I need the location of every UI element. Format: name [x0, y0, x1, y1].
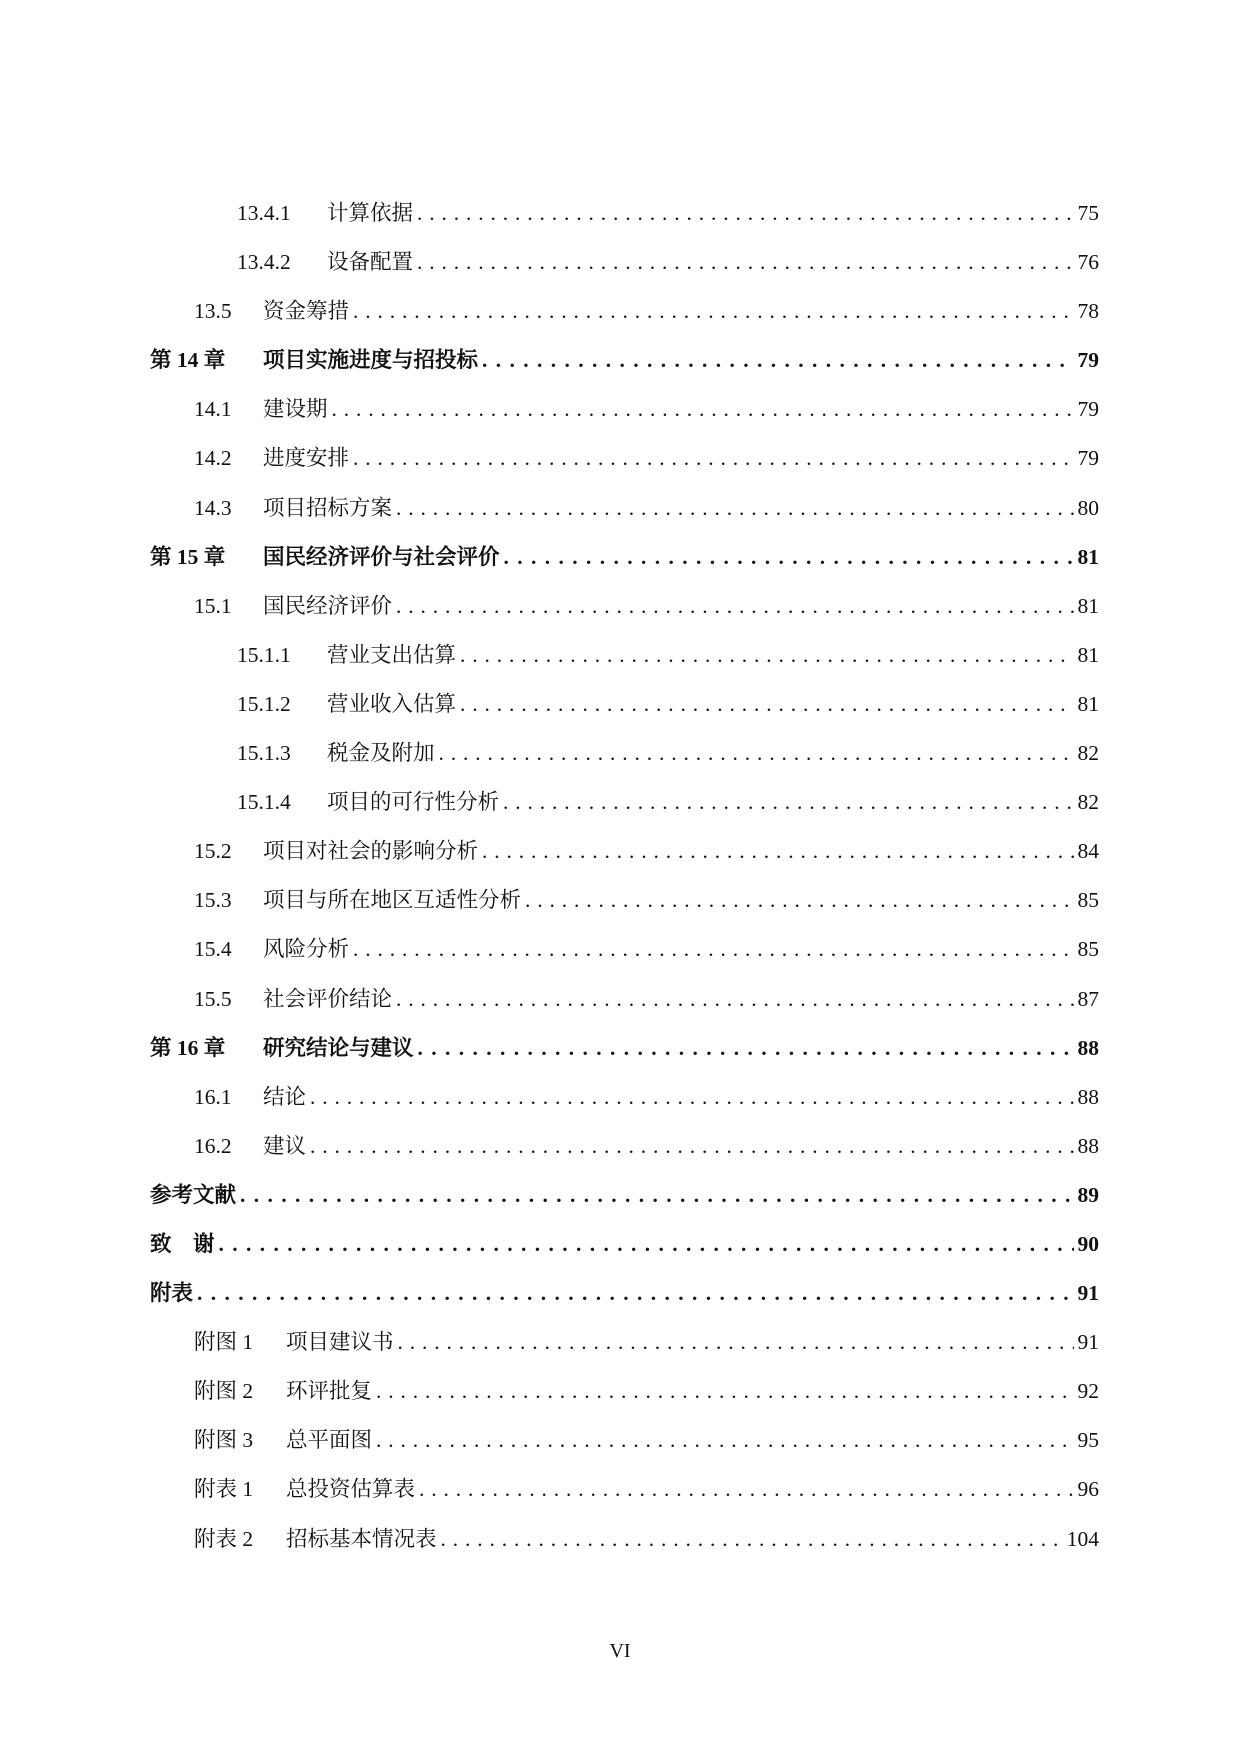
dot-leader: [441, 1527, 1063, 1552]
dot-leader: [240, 1183, 1073, 1208]
toc-entry-number: 附图 1: [194, 1330, 254, 1355]
toc-entry-title: 总投资估算表: [286, 1477, 416, 1502]
toc-entry-page: 88: [1077, 1084, 1099, 1109]
toc-entry-title: 计算依据: [327, 201, 414, 225]
toc-entry-number: 15.1.1: [237, 642, 291, 667]
toc-entry-title: 项目招标方案: [263, 495, 393, 520]
toc-entry-number: 第 16 章: [150, 1035, 226, 1060]
toc-entry[interactable]: [150, 883, 1099, 932]
toc-entry-number: 附图 3: [194, 1428, 254, 1453]
toc-entry-number: 16.2: [194, 1133, 232, 1158]
toc-entry-title: 建议: [263, 1133, 307, 1158]
toc-entry-title: 致 谢: [150, 1231, 215, 1256]
dot-leader: [503, 790, 1073, 815]
toc-entry-number: 15.1.2: [237, 691, 291, 716]
toc-entry[interactable]: [150, 1522, 1099, 1571]
dot-leader: [439, 741, 1074, 766]
toc-entry-title: 设备配置: [327, 250, 414, 275]
toc-entry-page: 81: [1077, 691, 1099, 716]
toc-entry-title: 环评批复: [286, 1379, 373, 1404]
toc-entry[interactable]: [150, 785, 1099, 834]
dot-leader: [197, 1281, 1073, 1306]
toc-entry-number: 13.4.1: [237, 201, 291, 225]
toc-entry-page: 82: [1077, 790, 1099, 815]
toc-entry-page: 92: [1077, 1379, 1099, 1404]
toc-entry-number: 第 14 章: [150, 348, 226, 373]
dot-leader: [482, 348, 1073, 373]
toc-entry-number: 14.3: [194, 495, 232, 520]
toc-entry[interactable]: [150, 589, 1099, 638]
toc-entry-title: 资金筹措: [263, 299, 350, 324]
dot-leader: [396, 594, 1073, 619]
toc-entry-number: 15.5: [194, 986, 232, 1011]
toc-entry-title: 税金及附加: [327, 741, 435, 766]
toc-entry-title: 参考文献: [150, 1182, 237, 1207]
toc-entry-page: 82: [1077, 741, 1099, 766]
toc-entry[interactable]: [150, 638, 1099, 687]
toc-entry[interactable]: [150, 1276, 1099, 1325]
toc-entry[interactable]: [150, 1129, 1099, 1178]
dot-leader: [376, 1379, 1073, 1404]
toc-entry-title: 招标基本情况表: [286, 1526, 437, 1551]
dot-leader: [376, 1428, 1073, 1453]
toc-entry[interactable]: [150, 1031, 1099, 1080]
toc-entry-title: 项目对社会的影响分析: [263, 839, 479, 864]
toc-entry-title: 附表: [150, 1281, 194, 1306]
toc-entry[interactable]: [150, 1423, 1099, 1472]
dot-leader: [419, 1477, 1073, 1502]
toc-entry[interactable]: [150, 294, 1099, 343]
dot-leader: [482, 839, 1073, 864]
dot-leader: [460, 643, 1073, 668]
toc-entry-title: 营业支出估算: [327, 642, 457, 667]
dot-leader: [353, 299, 1073, 324]
toc-entry-page: 104: [1066, 1526, 1099, 1551]
toc-entry-number: 15.4: [194, 937, 232, 962]
toc-entry-title: 营业收入估算: [327, 691, 457, 716]
toc-entry-number: 附表 2: [194, 1526, 254, 1551]
toc-entry-page: 85: [1077, 888, 1099, 913]
toc-entry-page: 78: [1077, 299, 1099, 324]
toc-entry[interactable]: [150, 441, 1099, 490]
toc-entry-page: 88: [1077, 1133, 1099, 1158]
toc-entry[interactable]: [150, 540, 1099, 589]
toc-entry-page: 85: [1077, 937, 1099, 962]
dot-leader: [417, 250, 1073, 275]
toc-entry-number: 14.1: [194, 397, 232, 422]
toc-entry-number: 第 15 章: [150, 544, 226, 569]
toc-entry-number: 13.5: [194, 299, 232, 324]
toc-entry-page: 81: [1077, 544, 1099, 569]
toc-entry[interactable]: [150, 491, 1099, 540]
toc-entry-page: 87: [1077, 986, 1099, 1011]
toc-entry-page: 84: [1077, 839, 1099, 864]
toc-entry-number: 16.1: [194, 1084, 232, 1109]
toc-entry-page: 79: [1077, 446, 1099, 471]
dot-leader: [353, 446, 1073, 471]
dot-leader: [460, 692, 1073, 717]
toc-entry-page: 75: [1077, 201, 1099, 225]
toc-entry[interactable]: [150, 1472, 1099, 1521]
toc-entry-title: 社会评价结论: [263, 986, 393, 1011]
dot-leader: [332, 397, 1074, 422]
toc-entry[interactable]: [150, 736, 1099, 785]
dot-leader: [504, 545, 1074, 570]
toc-entry-number: 14.2: [194, 446, 232, 471]
dot-leader: [396, 496, 1073, 521]
dot-leader: [310, 1085, 1073, 1110]
toc-entry-number: 附表 1: [194, 1477, 254, 1502]
toc-entry-title: 国民经济评价: [263, 593, 393, 618]
toc-entry-page: 95: [1077, 1428, 1099, 1453]
toc-entry-page: 91: [1077, 1281, 1099, 1306]
toc-entry-title: 项目建议书: [286, 1330, 394, 1355]
toc-entry-title: 建设期: [263, 397, 328, 422]
toc-entry-title: 风险分析: [263, 937, 350, 962]
table-of-contents: [150, 196, 1099, 1571]
toc-entry[interactable]: [150, 343, 1099, 392]
dot-leader: [219, 1232, 1074, 1257]
toc-entry-number: 15.3: [194, 888, 232, 913]
toc-entry-page: 96: [1077, 1477, 1099, 1502]
toc-entry-page: 81: [1077, 593, 1099, 618]
toc-entry-number: 附图 2: [194, 1379, 254, 1404]
dot-leader: [310, 1134, 1073, 1159]
toc-entry[interactable]: [150, 245, 1099, 294]
toc-entry-title: 项目实施进度与招投标: [263, 348, 479, 373]
toc-entry-page: 79: [1077, 348, 1099, 373]
toc-entry[interactable]: [150, 196, 1099, 245]
toc-entry-title: 项目与所在地区互适性分析: [263, 888, 522, 913]
dot-leader: [353, 937, 1073, 962]
dot-leader: [417, 201, 1073, 226]
toc-entry-page: 81: [1077, 642, 1099, 667]
toc-entry[interactable]: [150, 982, 1099, 1031]
toc-entry-page: 76: [1077, 250, 1099, 275]
toc-entry-page: 89: [1077, 1182, 1099, 1207]
dot-leader: [396, 987, 1073, 1012]
toc-entry-number: 15.1: [194, 593, 232, 618]
toc-entry[interactable]: [150, 834, 1099, 883]
toc-entry[interactable]: [150, 932, 1099, 981]
toc-entry-title: 项目的可行性分析: [327, 790, 500, 815]
toc-entry-title: 总平面图: [286, 1428, 373, 1453]
dot-leader: [418, 1036, 1074, 1061]
toc-entry-title: 研究结论与建议: [263, 1035, 414, 1060]
toc-entry-title: 国民经济评价与社会评价: [263, 544, 500, 569]
toc-entry-page: 90: [1077, 1231, 1099, 1256]
toc-entry[interactable]: [150, 1227, 1099, 1276]
toc-entry-title: 进度安排: [263, 446, 350, 471]
dot-leader: [525, 888, 1073, 913]
toc-entry[interactable]: [150, 1178, 1099, 1227]
toc-entry-page: 91: [1077, 1330, 1099, 1355]
toc-entry-number: 15.1.3: [237, 741, 291, 766]
toc-entry[interactable]: [150, 687, 1099, 736]
toc-entry-number: 15.2: [194, 839, 232, 864]
toc-entry[interactable]: [150, 392, 1099, 441]
toc-entry-title: 结论: [263, 1084, 307, 1109]
dot-leader: [398, 1330, 1074, 1355]
toc-entry[interactable]: [150, 1325, 1099, 1374]
toc-entry[interactable]: [150, 1080, 1099, 1129]
toc-entry-page: 88: [1077, 1035, 1099, 1060]
toc-entry-number: 15.1.4: [237, 790, 291, 815]
toc-entry[interactable]: [150, 1374, 1099, 1423]
toc-entry-page: 79: [1077, 397, 1099, 422]
toc-entry-number: 13.4.2: [237, 250, 291, 275]
toc-entry-page: 80: [1077, 495, 1099, 520]
page-number: VI: [609, 1640, 631, 1662]
